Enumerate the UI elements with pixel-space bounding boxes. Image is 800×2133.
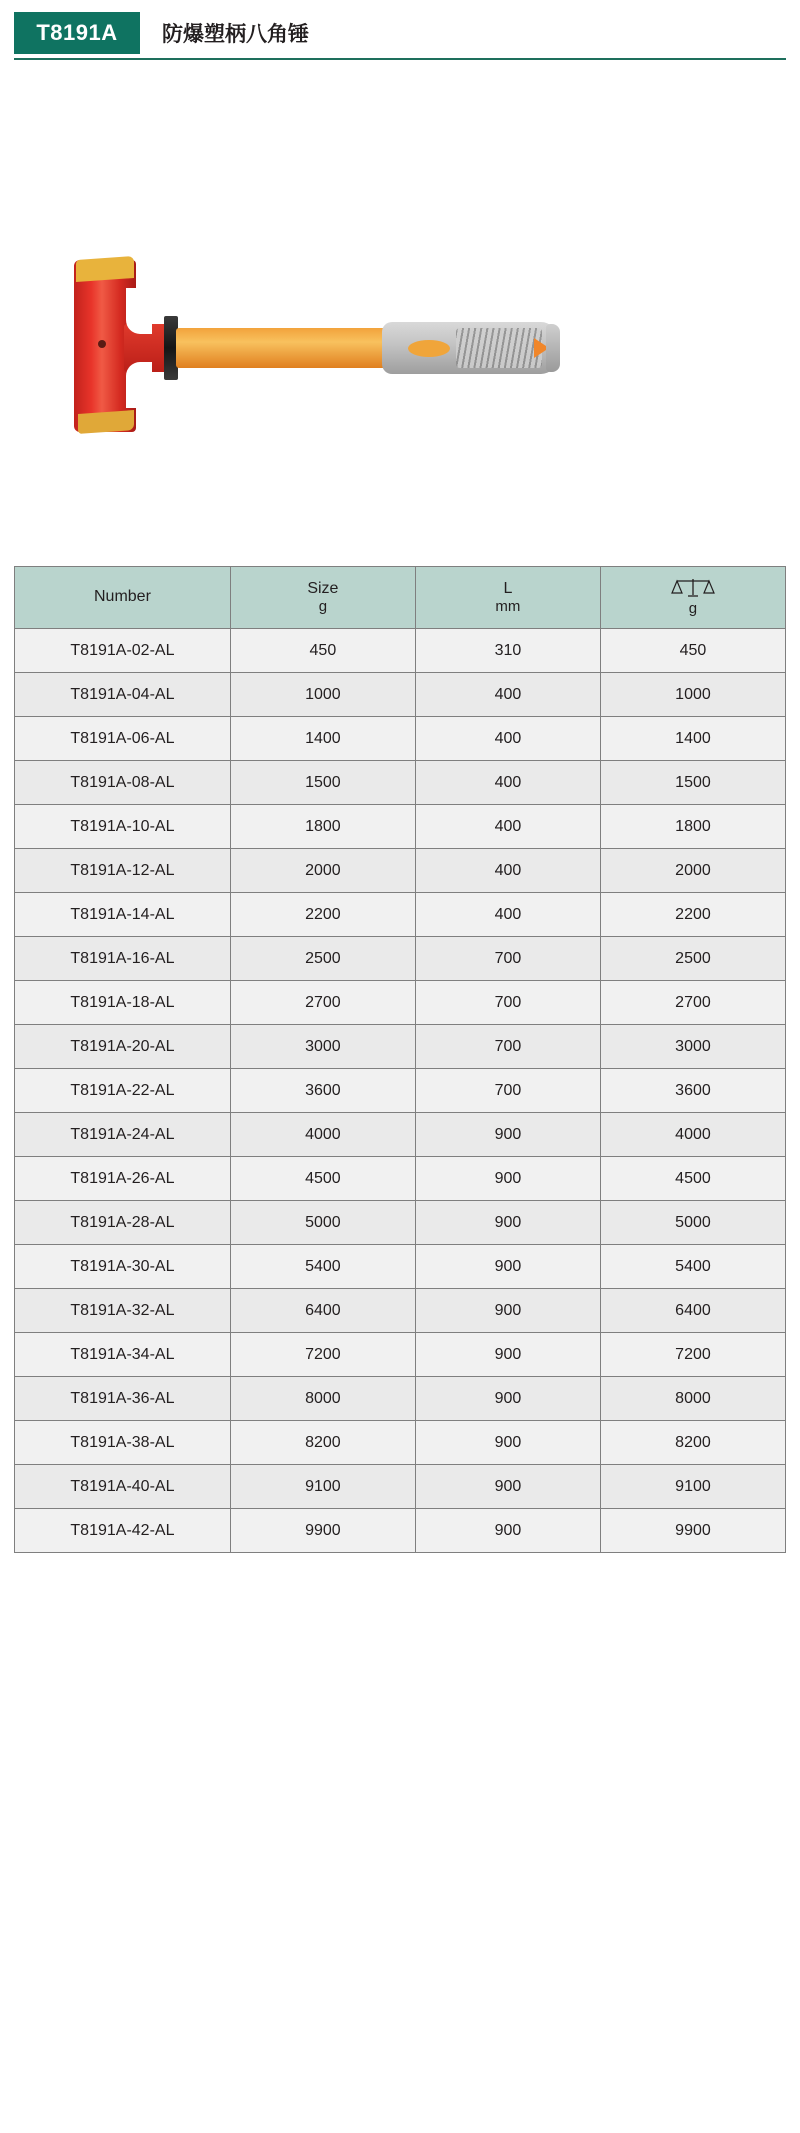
cell-length: 900 — [415, 1509, 600, 1553]
cell-number: T8191A-40-AL — [15, 1465, 231, 1509]
table-header-row — [15, 567, 786, 629]
cell-number: T8191A-34-AL — [15, 1333, 231, 1377]
table-row — [15, 1465, 786, 1509]
table-row — [15, 629, 786, 673]
cell-size: 5000 — [230, 1201, 415, 1245]
cell-size: 5400 — [230, 1245, 415, 1289]
cell-weight: 8200 — [600, 1421, 785, 1465]
cell-weight: 7200 — [600, 1333, 785, 1377]
table-row — [15, 1333, 786, 1377]
cell-length: 400 — [415, 849, 600, 893]
cell-length: 900 — [415, 1289, 600, 1333]
cell-size: 2000 — [230, 849, 415, 893]
table-row — [15, 805, 786, 849]
cell-number: T8191A-10-AL — [15, 805, 231, 849]
cell-number: T8191A-18-AL — [15, 981, 231, 1025]
cell-length: 900 — [415, 1421, 600, 1465]
cell-length: 400 — [415, 893, 600, 937]
table-row — [15, 673, 786, 717]
column-header-length-label: L — [503, 579, 513, 597]
cell-weight: 1800 — [600, 805, 785, 849]
cell-number: T8191A-32-AL — [15, 1289, 231, 1333]
cell-number: T8191A-28-AL — [15, 1201, 231, 1245]
hammer-head-notch-top — [126, 288, 152, 334]
table-row — [15, 1069, 786, 1113]
table-body — [15, 629, 786, 1553]
cell-weight: 1500 — [600, 761, 785, 805]
cell-size: 9100 — [230, 1465, 415, 1509]
cell-weight: 2000 — [600, 849, 785, 893]
cell-size: 4000 — [230, 1113, 415, 1157]
cell-weight: 5400 — [600, 1245, 785, 1289]
cell-number: T8191A-22-AL — [15, 1069, 231, 1113]
cell-size: 1500 — [230, 761, 415, 805]
table-row — [15, 1025, 786, 1069]
column-header-length — [415, 567, 600, 629]
cell-number: T8191A-06-AL — [15, 717, 231, 761]
table-row — [15, 1245, 786, 1289]
cell-length: 900 — [415, 1377, 600, 1421]
cell-weight: 9100 — [600, 1465, 785, 1509]
hammer-head-bolt — [98, 340, 106, 348]
cell-number: T8191A-36-AL — [15, 1377, 231, 1421]
table-row — [15, 981, 786, 1025]
cell-length: 900 — [415, 1333, 600, 1377]
table-row — [15, 1113, 786, 1157]
column-header-size-unit: g — [318, 598, 328, 616]
cell-size: 1400 — [230, 717, 415, 761]
hammer-illustration — [64, 250, 564, 440]
hammer-shaft — [176, 328, 386, 368]
cell-size: 8000 — [230, 1377, 415, 1421]
page-header — [14, 12, 786, 60]
cell-number: T8191A-14-AL — [15, 893, 231, 937]
table-row — [15, 893, 786, 937]
cell-size: 6400 — [230, 1289, 415, 1333]
cell-length: 700 — [415, 937, 600, 981]
table-row — [15, 717, 786, 761]
cell-size: 450 — [230, 629, 415, 673]
table-row — [15, 937, 786, 981]
cell-weight: 1000 — [600, 673, 785, 717]
cell-number: T8191A-26-AL — [15, 1157, 231, 1201]
cell-weight: 2500 — [600, 937, 785, 981]
hammer-head-face-bottom — [78, 410, 134, 434]
hammer-grip — [382, 322, 557, 374]
cell-weight: 450 — [600, 629, 785, 673]
cell-size: 3000 — [230, 1025, 415, 1069]
cell-number: T8191A-12-AL — [15, 849, 231, 893]
column-header-weight-unit: g — [688, 600, 698, 618]
cell-weight: 3600 — [600, 1069, 785, 1113]
specification-table — [14, 566, 786, 1553]
table-row — [15, 1509, 786, 1553]
cell-weight: 9900 — [600, 1509, 785, 1553]
cell-number: T8191A-24-AL — [15, 1113, 231, 1157]
grip-oval-pad — [408, 340, 450, 357]
table-row — [15, 1289, 786, 1333]
cell-length: 700 — [415, 981, 600, 1025]
cell-size: 8200 — [230, 1421, 415, 1465]
cell-length: 900 — [415, 1245, 600, 1289]
table-row — [15, 1157, 786, 1201]
table-row — [15, 761, 786, 805]
cell-size: 1800 — [230, 805, 415, 849]
cell-weight: 2700 — [600, 981, 785, 1025]
cell-number: T8191A-42-AL — [15, 1509, 231, 1553]
grip-ridges — [456, 328, 542, 368]
table-row — [15, 849, 786, 893]
cell-length: 400 — [415, 673, 600, 717]
cell-length: 900 — [415, 1465, 600, 1509]
cell-size: 4500 — [230, 1157, 415, 1201]
cell-length: 310 — [415, 629, 600, 673]
cell-weight: 3000 — [600, 1025, 785, 1069]
cell-length: 900 — [415, 1157, 600, 1201]
product-spec-page — [0, 12, 800, 2133]
hammer-head-notch-bottom — [126, 362, 152, 408]
cell-weight: 5000 — [600, 1201, 785, 1245]
page-title: 防爆塑柄八角锤 — [162, 22, 309, 46]
column-header-number — [15, 567, 231, 629]
column-header-length-unit: mm — [495, 598, 521, 616]
cell-number: T8191A-08-AL — [15, 761, 231, 805]
column-header-size-label: Size — [307, 579, 339, 597]
cell-size: 1000 — [230, 673, 415, 717]
cell-length: 400 — [415, 805, 600, 849]
cell-size: 2500 — [230, 937, 415, 981]
product-image-area — [14, 60, 786, 566]
cell-size: 2700 — [230, 981, 415, 1025]
cell-length: 700 — [415, 1025, 600, 1069]
column-header-number-label: Number — [93, 588, 151, 606]
cell-length: 400 — [415, 761, 600, 805]
table-row — [15, 1201, 786, 1245]
cell-number: T8191A-38-AL — [15, 1421, 231, 1465]
table-head — [15, 567, 786, 629]
cell-size: 9900 — [230, 1509, 415, 1553]
cell-size: 7200 — [230, 1333, 415, 1377]
cell-weight: 2200 — [600, 893, 785, 937]
balance-scale-icon — [671, 577, 715, 599]
cell-weight: 4000 — [600, 1113, 785, 1157]
cell-number: T8191A-30-AL — [15, 1245, 231, 1289]
cell-number: T8191A-04-AL — [15, 673, 231, 717]
hammer-head-face-top — [76, 256, 134, 282]
column-header-weight — [600, 567, 785, 629]
table-row — [15, 1377, 786, 1421]
grip-end-cap — [546, 324, 560, 372]
cell-weight: 8000 — [600, 1377, 785, 1421]
cell-weight: 1400 — [600, 717, 785, 761]
cell-number: T8191A-02-AL — [15, 629, 231, 673]
column-header-size — [230, 567, 415, 629]
cell-weight: 4500 — [600, 1157, 785, 1201]
cell-size: 2200 — [230, 893, 415, 937]
cell-length: 700 — [415, 1069, 600, 1113]
cell-weight: 6400 — [600, 1289, 785, 1333]
cell-length: 900 — [415, 1201, 600, 1245]
cell-number: T8191A-20-AL — [15, 1025, 231, 1069]
product-code-badge: T8191A — [14, 12, 140, 54]
cell-length: 400 — [415, 717, 600, 761]
cell-number: T8191A-16-AL — [15, 937, 231, 981]
cell-size: 3600 — [230, 1069, 415, 1113]
table-row — [15, 1421, 786, 1465]
cell-length: 900 — [415, 1113, 600, 1157]
